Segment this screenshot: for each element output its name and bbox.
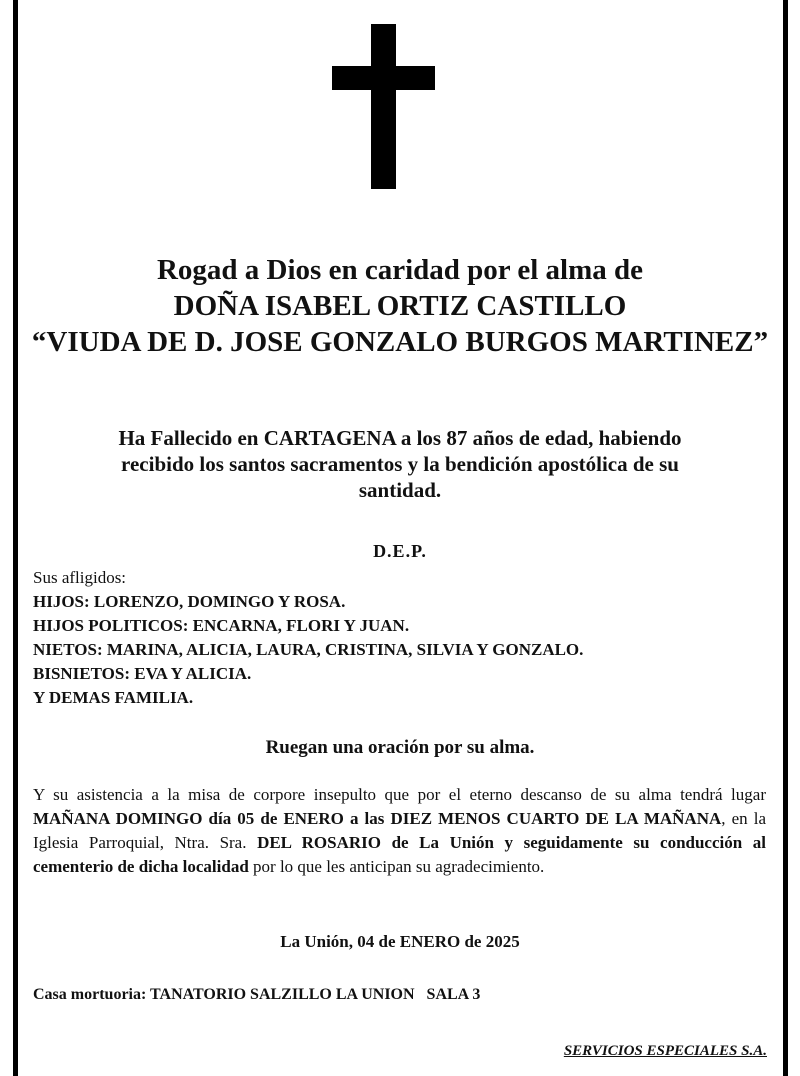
date-place: La Unión, 04 de ENERO de 2025 xyxy=(280,932,520,951)
deceased-name: DOÑA ISABEL ORTIZ CASTILLO xyxy=(173,290,627,322)
heading-line-1: Rogad a Dios en caridad por el alma de xyxy=(156,254,644,286)
death-notice xyxy=(20,425,780,503)
family-in-laws: HIJOS POLITICOS: ENCARNA, FLORI Y JUAN. xyxy=(33,616,410,635)
family-children: HIJOS: LORENZO, DOMINGO Y ROSA. xyxy=(33,592,346,611)
death-notice-line-3: santidad. xyxy=(358,478,442,502)
prayer-request: Ruegan una oración por su alma. xyxy=(265,737,535,758)
mass-text-2: MAÑANA DOMINGO día 05 de ENERO a las DIEZ MENOS CUARTO DE LA MAÑANA xyxy=(33,809,722,828)
mourners-intro: Sus afligidos: xyxy=(33,568,127,587)
family-great-grandchildren: BISNIETOS: EVA Y ALICIA. xyxy=(33,664,252,683)
cross-icon xyxy=(332,24,435,189)
mass-details xyxy=(33,783,766,879)
mass-text-5: por lo que les anticipan su agradecimiento. xyxy=(248,857,545,876)
signature: SERVICIOS ESPECIALES S.A. xyxy=(563,1043,767,1059)
funeral-home-value: TANATORIO SALZILLO LA UNION SALA 3 xyxy=(150,986,481,1003)
widow-of: “VIUDA DE D. JOSE GONZALO BURGOS MARTINEZ” xyxy=(31,326,769,358)
rip-text: D.E.P. xyxy=(373,541,427,561)
left-border xyxy=(13,0,18,1076)
family-grandchildren: NIETOS: MARINA, ALICIA, LAURA, CRISTINA, SILVIA Y GONZALO. xyxy=(33,640,584,659)
right-border xyxy=(783,0,788,1076)
death-notice-line-2: recibido los santos sacramentos y la bendición apostólica de su xyxy=(121,452,679,476)
mass-text-1: Y su asistencia a la misa de corpore insepulto que por el eterno descanso de su alma tendrá lugar xyxy=(33,785,766,804)
mass-text-4: DEL ROSARIO de La Unión y seguidamente su conducción al cementerio de dicha localidad xyxy=(33,833,766,876)
family-list xyxy=(33,590,773,710)
family-others: Y DEMAS FAMILIA. xyxy=(33,688,194,707)
mass-text-3: , en la Iglesia Parroquial, Ntra. Sra. xyxy=(33,809,766,852)
funeral-home xyxy=(33,984,480,1006)
funeral-home-label: Casa mortuoria: xyxy=(33,986,147,1003)
death-notice-line-1: Ha Fallecido en CARTAGENA a los 87 años de edad, habiendo xyxy=(118,426,682,450)
